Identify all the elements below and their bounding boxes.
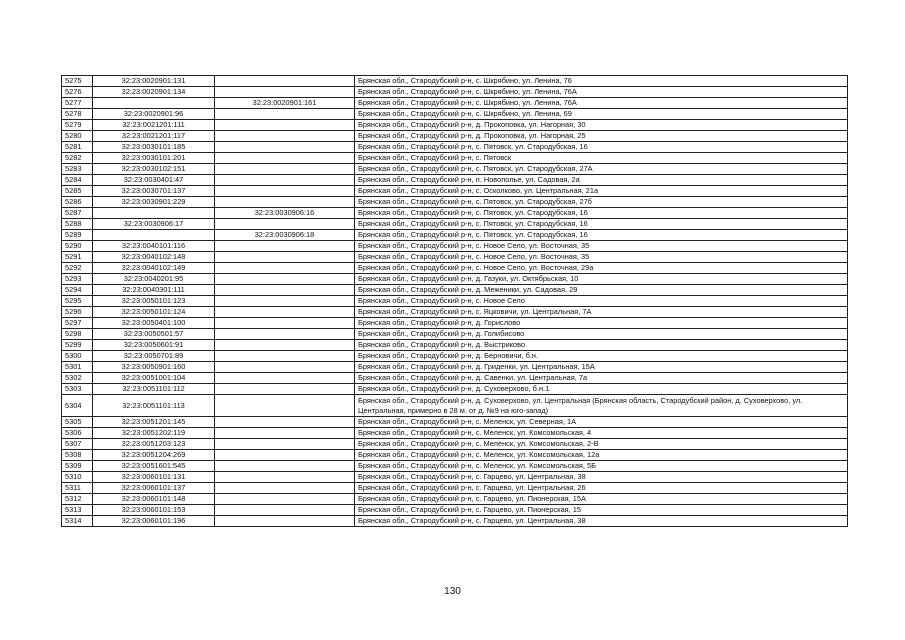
row-number-cell: 5305 (62, 417, 93, 428)
row-number-cell: 5297 (62, 318, 93, 329)
secondary-cadastral-number-cell (215, 439, 355, 450)
address-cell: Брянская обл., Стародубский р-н, с. Гарцево, ул. Центральная, 38 (355, 472, 848, 483)
address-cell: Брянская обл., Стародубский р-н, с. Гарцево, ул. Пионерская, 15А (355, 494, 848, 505)
address-cell: Брянская обл., Стародубский р-н, с. Меленск, ул. Комсомольская, 2-В (355, 439, 848, 450)
address-cell: Брянская обл., Стародубский р-н, с. Яцковичи, ул. Центральная, 7А (355, 307, 848, 318)
secondary-cadastral-number-cell (215, 263, 355, 274)
secondary-cadastral-number-cell (215, 252, 355, 263)
cadastral-number-cell (93, 208, 215, 219)
secondary-cadastral-number-cell: 32:23:0030906:16 (215, 208, 355, 219)
address-cell: Брянская обл., Стародубский р-н, с. Пятовск, ул. Стародубская, 16 (355, 230, 848, 241)
secondary-cadastral-number-cell (215, 483, 355, 494)
secondary-cadastral-number-cell (215, 164, 355, 175)
row-number-cell: 5287 (62, 208, 93, 219)
table-row (62, 505, 848, 516)
row-number-cell: 5279 (62, 120, 93, 131)
cadastral-number-cell: 32:23:0051202:119 (93, 428, 215, 439)
row-number-cell: 5285 (62, 186, 93, 197)
cadastral-number-cell: 32:23:0050901:160 (93, 362, 215, 373)
secondary-cadastral-number-cell (215, 131, 355, 142)
cadastral-number-cell: 32:23:0050101:123 (93, 296, 215, 307)
table-row (62, 384, 848, 395)
table-row (62, 175, 848, 186)
cadastral-number-cell: 32:23:0040102:148 (93, 252, 215, 263)
secondary-cadastral-number-cell (215, 329, 355, 340)
cadastral-number-cell (93, 230, 215, 241)
cadastral-number-cell: 32:23:0021201:111 (93, 120, 215, 131)
cadastral-number-cell: 32:23:0040301:111 (93, 285, 215, 296)
table-row (62, 230, 848, 241)
page-number: 130 (444, 586, 461, 597)
row-number-cell: 5302 (62, 373, 93, 384)
secondary-cadastral-number-cell (215, 285, 355, 296)
row-number-cell: 5308 (62, 450, 93, 461)
secondary-cadastral-number-cell (215, 87, 355, 98)
secondary-cadastral-number-cell (215, 340, 355, 351)
table-row (62, 153, 848, 164)
address-cell: Брянская обл., Стародубский р-н, с. Меленск, ул. Северная, 1А (355, 417, 848, 428)
row-number-cell: 5306 (62, 428, 93, 439)
row-number-cell: 5290 (62, 241, 93, 252)
secondary-cadastral-number-cell (215, 274, 355, 285)
address-cell: Брянская обл., Стародубский р-н, с. Меленск, ул. Комсомольская, 12а (355, 450, 848, 461)
secondary-cadastral-number-cell (215, 109, 355, 120)
table-row (62, 87, 848, 98)
address-cell: Брянская обл., Стародубский р-н, д. Газуки, ул. Октябрьская, 10 (355, 274, 848, 285)
secondary-cadastral-number-cell: 32:23:0020901:161 (215, 98, 355, 109)
table-row (62, 109, 848, 120)
row-number-cell: 5289 (62, 230, 93, 241)
row-number-cell: 5281 (62, 142, 93, 153)
row-number-cell: 5298 (62, 329, 93, 340)
cadastral-number-cell: 32:23:0030906:17 (93, 219, 215, 230)
address-cell: Брянская обл., Стародубский р-н, д. Суховерхово, ул. Центральная (Брянская область, Стародубский район, д. Суховерхово, ул. Центральная, примерно в 28 м. от д. №9 на юго-запад) (355, 395, 848, 417)
secondary-cadastral-number-cell (215, 516, 355, 527)
row-number-cell: 5309 (62, 461, 93, 472)
table-row (62, 351, 848, 362)
cadastral-number-cell: 32:23:0050101:124 (93, 307, 215, 318)
row-number-cell: 5296 (62, 307, 93, 318)
secondary-cadastral-number-cell (215, 307, 355, 318)
address-cell: Брянская обл., Стародубский р-н, д. Суховерхово, б.н.1 (355, 384, 848, 395)
table-row (62, 186, 848, 197)
cadastral-number-cell: 32:23:0051201:145 (93, 417, 215, 428)
secondary-cadastral-number-cell (215, 219, 355, 230)
table-row (62, 472, 848, 483)
row-number-cell: 5275 (62, 76, 93, 87)
table-row (62, 285, 848, 296)
table-row (62, 120, 848, 131)
address-cell: Брянская обл., Стародубский р-н, с. Новое Село, ул. Восточная, 29а (355, 263, 848, 274)
address-cell: Брянская обл., Стародубский р-н, д. Гриденки, ул. Центральная, 15А (355, 362, 848, 373)
cadastral-number-cell: 32:23:0040101:116 (93, 241, 215, 252)
table-row (62, 373, 848, 384)
row-number-cell: 5310 (62, 472, 93, 483)
secondary-cadastral-number-cell (215, 450, 355, 461)
table-row (62, 461, 848, 472)
cadastral-number-cell: 32:23:0030901:229 (93, 197, 215, 208)
table-row (62, 494, 848, 505)
cadastral-number-cell (93, 98, 215, 109)
table-row (62, 76, 848, 87)
cadastral-number-cell: 32:23:0050701:89 (93, 351, 215, 362)
row-number-cell: 5282 (62, 153, 93, 164)
secondary-cadastral-number-cell (215, 197, 355, 208)
row-number-cell: 5288 (62, 219, 93, 230)
address-cell: Брянская обл., Стародубский р-н, с. Шкрябино, ул. Ленина, 76А (355, 98, 848, 109)
secondary-cadastral-number-cell: 32:23:0030906:18 (215, 230, 355, 241)
cadastral-number-cell: 32:23:0030102:151 (93, 164, 215, 175)
table-row (62, 318, 848, 329)
cadastral-number-cell: 32:23:0060101:153 (93, 505, 215, 516)
address-cell: Брянская обл., Стародубский р-н, д. Берновичи, б.н. (355, 351, 848, 362)
secondary-cadastral-number-cell (215, 186, 355, 197)
secondary-cadastral-number-cell (215, 428, 355, 439)
row-number-cell: 5276 (62, 87, 93, 98)
address-cell: Брянская обл., Стародубский р-н, с. Пятовск, ул. Стародубская, 16 (355, 208, 848, 219)
secondary-cadastral-number-cell (215, 351, 355, 362)
row-number-cell: 5284 (62, 175, 93, 186)
address-cell: Брянская обл., Стародубский р-н, с. Шкрябино, ул. Ленина, 69 (355, 109, 848, 120)
row-number-cell: 5294 (62, 285, 93, 296)
table-row (62, 450, 848, 461)
secondary-cadastral-number-cell (215, 505, 355, 516)
table-row (62, 98, 848, 109)
secondary-cadastral-number-cell (215, 395, 355, 417)
cadastral-number-cell: 32:23:0020901:134 (93, 87, 215, 98)
cadastral-number-cell: 32:23:0020901:131 (93, 76, 215, 87)
secondary-cadastral-number-cell (215, 384, 355, 395)
cadastral-number-cell: 32:23:0030701:137 (93, 186, 215, 197)
address-cell: Брянская обл., Стародубский р-н, с. Пятовск, ул. Стародубская, 27А (355, 164, 848, 175)
table-row (62, 263, 848, 274)
address-cell: Брянская обл., Стародубский р-н, с. Шкрябино, ул. Ленина, 76 (355, 76, 848, 87)
cadastral-number-cell: 32:23:0060101:196 (93, 516, 215, 527)
address-cell: Брянская обл., Стародубский р-н, с. Пятовск, ул. Стародубская, 16 (355, 219, 848, 230)
secondary-cadastral-number-cell (215, 472, 355, 483)
address-cell: Брянская обл., Стародубский р-н, с. Гарцево, ул. Пионерская, 15 (355, 505, 848, 516)
cadastral-number-cell: 32:23:0040102:149 (93, 263, 215, 274)
secondary-cadastral-number-cell (215, 175, 355, 186)
table-row (62, 252, 848, 263)
row-number-cell: 5278 (62, 109, 93, 120)
cadastral-number-cell: 32:23:0060101:137 (93, 483, 215, 494)
cadastral-number-cell: 32:23:0021201:117 (93, 131, 215, 142)
row-number-cell: 5283 (62, 164, 93, 175)
table-row (62, 208, 848, 219)
table-row (62, 197, 848, 208)
row-number-cell: 5313 (62, 505, 93, 516)
table-row (62, 296, 848, 307)
address-cell: Брянская обл., Стародубский р-н, с. Гарцево, ул. Центральная, 26 (355, 483, 848, 494)
secondary-cadastral-number-cell (215, 494, 355, 505)
table-row (62, 329, 848, 340)
table-row (62, 417, 848, 428)
address-cell: Брянская обл., Стародубский р-н, д. Прокоповка, ул. Нагорная, 30 (355, 120, 848, 131)
secondary-cadastral-number-cell (215, 318, 355, 329)
secondary-cadastral-number-cell (215, 373, 355, 384)
cadastral-number-cell: 32:23:0030101:185 (93, 142, 215, 153)
row-number-cell: 5291 (62, 252, 93, 263)
cadastral-number-cell: 32:23:0051101:113 (93, 395, 215, 417)
cadastral-number-cell: 32:23:0050501:57 (93, 329, 215, 340)
property-table-body (62, 76, 848, 527)
table-row (62, 362, 848, 373)
cadastral-number-cell: 32:23:0051203:123 (93, 439, 215, 450)
row-number-cell: 5295 (62, 296, 93, 307)
cadastral-number-cell: 32:23:0051101:112 (93, 384, 215, 395)
table-row (62, 516, 848, 527)
secondary-cadastral-number-cell (215, 76, 355, 87)
cadastral-number-cell: 32:23:0030101:201 (93, 153, 215, 164)
row-number-cell: 5277 (62, 98, 93, 109)
cadastral-number-cell: 32:23:0050401:100 (93, 318, 215, 329)
address-cell: Брянская обл., Стародубский р-н, п. Новополье, ул. Садовая, 2а (355, 175, 848, 186)
table-row (62, 439, 848, 450)
row-number-cell: 5312 (62, 494, 93, 505)
table-row (62, 241, 848, 252)
table-row (62, 164, 848, 175)
address-cell: Брянская обл., Стародубский р-н, д. Голибисово (355, 329, 848, 340)
cadastral-number-cell: 32:23:0050601:91 (93, 340, 215, 351)
secondary-cadastral-number-cell (215, 461, 355, 472)
cadastral-number-cell: 32:23:0020901:96 (93, 109, 215, 120)
row-number-cell: 5286 (62, 197, 93, 208)
table-row (62, 131, 848, 142)
cadastral-number-cell: 32:23:0051601:545 (93, 461, 215, 472)
address-cell: Брянская обл., Стародубский р-н, с. Пятовск, ул. Стародубская, 27б (355, 197, 848, 208)
property-table (61, 75, 848, 527)
table-row (62, 428, 848, 439)
table-row (62, 142, 848, 153)
address-cell: Брянская обл., Стародубский р-н, с. Новое Село (355, 296, 848, 307)
address-cell: Брянская обл., Стародубский р-н, с. Пятовск (355, 153, 848, 164)
secondary-cadastral-number-cell (215, 417, 355, 428)
address-cell: Брянская обл., Стародубский р-н, д. Горислово (355, 318, 848, 329)
table-row (62, 340, 848, 351)
address-cell: Брянская обл., Стародубский р-н, д. Выстриково (355, 340, 848, 351)
row-number-cell: 5311 (62, 483, 93, 494)
address-cell: Брянская обл., Стародубский р-н, д. Савенки, ул. Центральная, 7а (355, 373, 848, 384)
address-cell: Брянская обл., Стародубский р-н, с. Шкрябино, ул. Ленина, 76А (355, 87, 848, 98)
cadastral-number-cell: 32:23:0060101:148 (93, 494, 215, 505)
address-cell: Брянская обл., Стародубский р-н, с. Новое Село, ул. Восточная, 35 (355, 252, 848, 263)
cadastral-number-cell: 32:23:0060101:131 (93, 472, 215, 483)
cadastral-number-cell: 32:23:0040201:95 (93, 274, 215, 285)
address-cell: Брянская обл., Стародубский р-н, д. Меженики, ул. Садовая, 29 (355, 285, 848, 296)
row-number-cell: 5300 (62, 351, 93, 362)
address-cell: Брянская обл., Стародубский р-н, с. Гарцево, ул. Центральная, 38 (355, 516, 848, 527)
table-row (62, 219, 848, 230)
row-number-cell: 5301 (62, 362, 93, 373)
table-row (62, 274, 848, 285)
cadastral-number-cell: 32:23:0051204:269 (93, 450, 215, 461)
table-row (62, 395, 848, 417)
row-number-cell: 5304 (62, 395, 93, 417)
address-cell: Брянская обл., Стародубский р-н, с. Осколково, ул. Центральная, 21а (355, 186, 848, 197)
row-number-cell: 5293 (62, 274, 93, 285)
secondary-cadastral-number-cell (215, 296, 355, 307)
table-row (62, 483, 848, 494)
cadastral-number-cell: 32:23:0051001:104 (93, 373, 215, 384)
table-row (62, 307, 848, 318)
address-cell: Брянская обл., Стародубский р-н, с. Меленск, ул. Комсомольская, 4 (355, 428, 848, 439)
secondary-cadastral-number-cell (215, 142, 355, 153)
secondary-cadastral-number-cell (215, 153, 355, 164)
row-number-cell: 5307 (62, 439, 93, 450)
secondary-cadastral-number-cell (215, 120, 355, 131)
secondary-cadastral-number-cell (215, 241, 355, 252)
address-cell: Брянская обл., Стародубский р-н, с. Новое Село, ул. Восточная, 35 (355, 241, 848, 252)
row-number-cell: 5314 (62, 516, 93, 527)
address-cell: Брянская обл., Стародубский р-н, с. Пятовск, ул. Стародубская, 16 (355, 142, 848, 153)
address-cell: Брянская обл., Стародубский р-н, с. Меленск, ул. Комсомольская, 5Б (355, 461, 848, 472)
row-number-cell: 5303 (62, 384, 93, 395)
row-number-cell: 5299 (62, 340, 93, 351)
address-cell: Брянская обл., Стародубский р-н, д. Прокоповка, ул. Нагорная, 25 (355, 131, 848, 142)
cadastral-number-cell: 32:23:0030401:47 (93, 175, 215, 186)
row-number-cell: 5280 (62, 131, 93, 142)
secondary-cadastral-number-cell (215, 362, 355, 373)
row-number-cell: 5292 (62, 263, 93, 274)
